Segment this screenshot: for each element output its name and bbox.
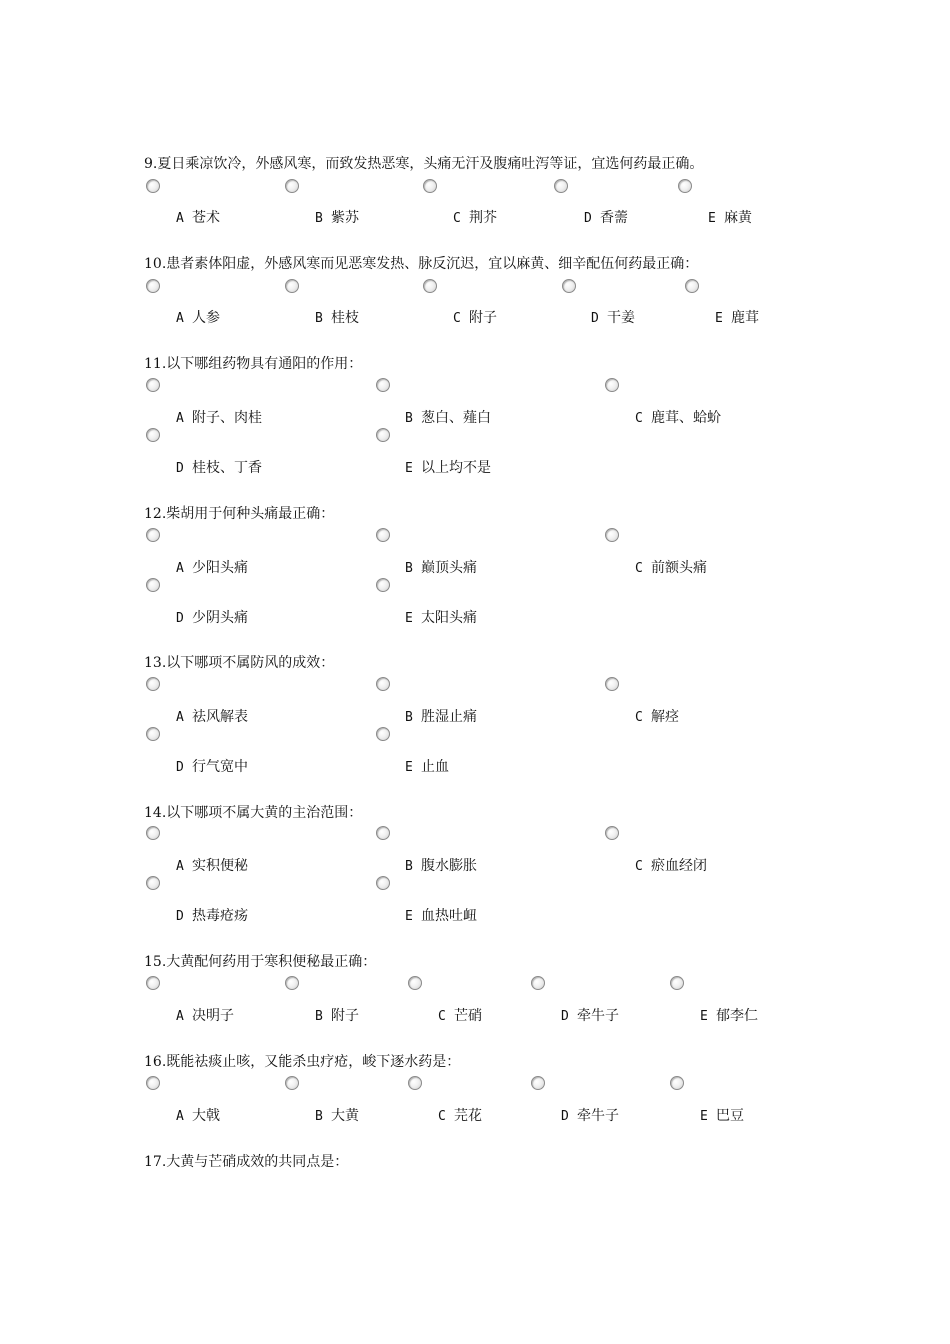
option-label-c [635,706,679,726]
option-text: 热毒疮疡 [192,908,248,924]
option-letter: E [405,461,413,476]
option-letter: D [584,211,592,226]
option-text: 葱白、薤白 [421,410,491,426]
option-label-d [176,905,248,925]
option-text: 解痉 [651,709,679,725]
option-letter: B [405,859,413,874]
option-label-a [176,207,220,227]
option-letter: E [700,1109,708,1124]
option-text: 荆芥 [469,210,497,226]
option-text: 郁李仁 [716,1008,758,1024]
option-text: 前额头痛 [651,560,707,576]
option-radio-c[interactable] [605,826,619,840]
option-text: 牵牛子 [577,1008,619,1024]
option-radio-c[interactable] [408,976,422,990]
option-text: 牵牛子 [577,1108,619,1124]
option-label-b [315,1005,359,1025]
option-letter: D [176,760,184,775]
option-letter: C [635,710,643,725]
option-letter: E [405,760,413,775]
option-label-a [176,407,262,427]
option-letter: E [715,311,723,326]
option-label-b [315,1105,359,1125]
option-radio-a[interactable] [146,528,160,542]
option-letter: D [591,311,599,326]
option-radio-a[interactable] [146,378,160,392]
option-text: 大黄 [331,1108,359,1124]
option-radio-e[interactable] [376,727,390,741]
question-text: 16.既能祛痰止咳，又能杀虫疗疮，峻下逐水药是： [144,1054,461,1070]
option-letter: C [438,1009,446,1024]
option-radio-d[interactable] [146,578,160,592]
option-text: 干姜 [607,310,635,326]
option-radio-e[interactable] [670,1076,684,1090]
option-label-d [584,207,628,227]
option-letter: E [405,611,413,626]
option-text: 桂枝 [331,310,359,326]
option-letter: A [176,411,184,426]
option-label-c [635,407,721,427]
option-text: 附子、肉桂 [192,410,262,426]
question-text: 14.以下哪项不属大黄的主治范围： [144,805,363,821]
question-text: 11.以下哪组药物具有通阳的作用： [144,356,363,372]
option-letter: A [176,710,184,725]
option-letter: B [315,1109,323,1124]
option-text: 实积便秘 [192,858,248,874]
option-radio-d[interactable] [146,727,160,741]
option-text: 芒硝 [454,1008,482,1024]
option-letter: A [176,561,184,576]
option-label-c [635,557,707,577]
option-letter: B [315,311,323,326]
option-text: 决明子 [192,1008,234,1024]
option-radio-e[interactable] [670,976,684,990]
option-radio-b[interactable] [285,976,299,990]
option-radio-b[interactable] [285,179,299,193]
option-letter: B [315,1009,323,1024]
option-label-a [176,855,248,875]
option-letter: A [176,311,184,326]
option-radio-d[interactable] [146,428,160,442]
option-text: 桂枝、丁香 [192,460,262,476]
option-letter: B [405,710,413,725]
option-label-a [176,557,248,577]
option-label-d [176,756,248,776]
option-label-a [176,1105,220,1125]
option-radio-a[interactable] [146,279,160,293]
question-text: 15.大黄配何药用于寒积便秘最正确： [144,954,377,970]
option-text: 瘀血经闭 [651,858,707,874]
option-text: 附子 [331,1008,359,1024]
option-text: 止血 [421,759,449,775]
option-text: 少阳头痛 [192,560,248,576]
option-text: 血热吐衄 [421,908,477,924]
option-label-a [176,706,248,726]
option-label-b [315,207,359,227]
option-label-c [635,855,707,875]
option-radio-b[interactable] [376,528,390,542]
option-label-e [700,1005,758,1025]
option-text: 行气宽中 [192,759,248,775]
option-label-d [176,457,262,477]
option-text: 紫苏 [331,210,359,226]
option-letter: A [176,1109,184,1124]
option-label-b [405,855,477,875]
option-text: 麻黄 [724,210,752,226]
option-letter: C [438,1109,446,1124]
option-letter: C [635,411,643,426]
option-letter: D [176,909,184,924]
question-text: 12.柴胡用于何种头痛最正确： [144,506,335,522]
option-radio-c[interactable] [423,179,437,193]
option-radio-e[interactable] [376,578,390,592]
option-label-a [176,1005,234,1025]
option-text: 太阳头痛 [421,610,477,626]
option-letter: D [561,1109,569,1124]
option-letter: C [635,859,643,874]
option-radio-a[interactable] [146,677,160,691]
option-letter: E [405,909,413,924]
option-letter: E [700,1009,708,1024]
option-radio-b[interactable] [285,279,299,293]
option-radio-c[interactable] [605,528,619,542]
option-letter: D [561,1009,569,1024]
option-text: 胜湿止痛 [421,709,477,725]
option-letter: C [635,561,643,576]
option-letter: E [708,211,716,226]
option-label-d [591,307,635,327]
option-letter: B [405,561,413,576]
option-text: 祛风解表 [192,709,248,725]
question-text: 10.患者素体阳虚，外感风寒而见恶寒发热、脉反沉迟，宜以麻黄、细辛配伍何药最正确： [144,256,699,272]
option-label-e [405,756,449,776]
option-radio-e[interactable] [376,876,390,890]
option-letter: C [453,311,461,326]
option-text: 苍术 [192,210,220,226]
option-label-b [405,557,477,577]
option-label-c [438,1105,482,1125]
option-radio-b[interactable] [285,1076,299,1090]
option-label-c [438,1005,482,1025]
option-label-d [561,1005,619,1025]
option-radio-e[interactable] [376,428,390,442]
option-text: 大戟 [192,1108,220,1124]
option-radio-b[interactable] [376,826,390,840]
option-radio-c[interactable] [423,279,437,293]
option-label-c [453,207,497,227]
option-radio-d[interactable] [531,976,545,990]
option-label-e [405,607,477,627]
option-label-e [405,457,491,477]
option-text: 巅顶头痛 [421,560,477,576]
option-radio-c[interactable] [605,677,619,691]
option-radio-e[interactable] [678,179,692,193]
question-text: 17.大黄与芒硝成效的共同点是： [144,1154,349,1170]
option-radio-d[interactable] [562,279,576,293]
option-text: 香薷 [600,210,628,226]
option-radio-c[interactable] [605,378,619,392]
option-radio-a[interactable] [146,1076,160,1090]
option-label-a [176,307,220,327]
option-text: 鹿茸 [731,310,759,326]
option-radio-d[interactable] [146,876,160,890]
option-radio-b[interactable] [376,378,390,392]
option-letter: B [315,211,323,226]
option-label-e [708,207,752,227]
option-label-d [561,1105,619,1125]
option-label-e [405,905,477,925]
option-text: 腹水膨胀 [421,858,477,874]
option-radio-d[interactable] [554,179,568,193]
option-letter: D [176,461,184,476]
option-text: 鹿茸、蛤蚧 [651,410,721,426]
option-letter: A [176,1009,184,1024]
question-text: 13.以下哪项不属防风的成效： [144,655,335,671]
option-letter: A [176,211,184,226]
option-letter: A [176,859,184,874]
question-text: 9.夏日乘凉饮冷，外感风寒，而致发热恶寒，头痛无汗及腹痛吐泻等证，宜选何药最正确。 [144,156,704,172]
option-label-e [715,307,759,327]
option-label-e [700,1105,744,1125]
option-radio-b[interactable] [376,677,390,691]
option-radio-e[interactable] [685,279,699,293]
option-letter: B [405,411,413,426]
option-text: 以上均不是 [421,460,491,476]
option-text: 芫花 [454,1108,482,1124]
option-text: 少阴头痛 [192,610,248,626]
option-radio-a[interactable] [146,179,160,193]
option-text: 附子 [469,310,497,326]
option-label-b [315,307,359,327]
option-radio-d[interactable] [531,1076,545,1090]
option-letter: C [453,211,461,226]
option-radio-a[interactable] [146,826,160,840]
option-text: 巴豆 [716,1108,744,1124]
option-text: 人参 [192,310,220,326]
option-radio-c[interactable] [408,1076,422,1090]
option-label-d [176,607,248,627]
option-label-b [405,706,477,726]
option-letter: D [176,611,184,626]
option-label-b [405,407,491,427]
option-label-c [453,307,497,327]
option-radio-a[interactable] [146,976,160,990]
